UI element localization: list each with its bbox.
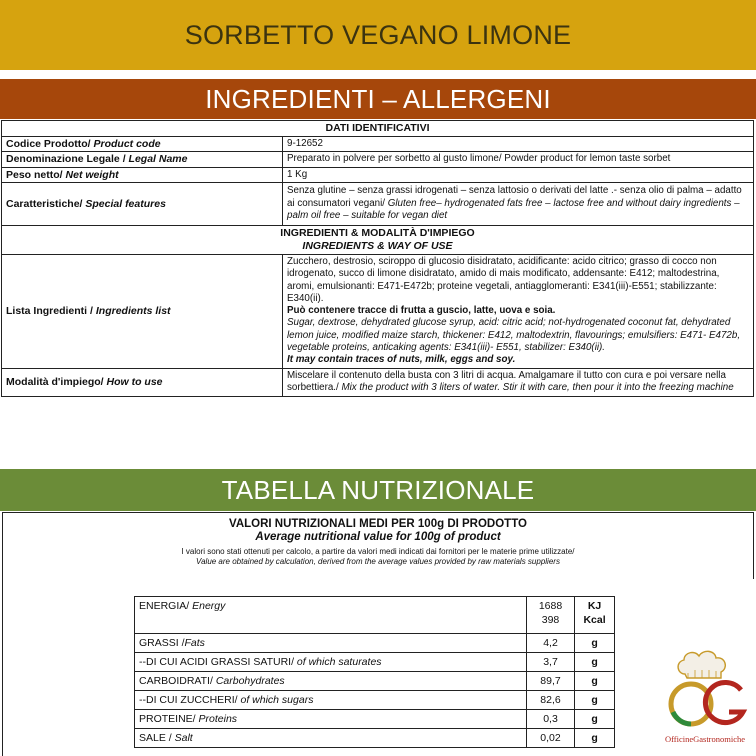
table-row — [135, 672, 615, 691]
header-ingredients-use-it: INGREDIENTI & MODALITÀ D'IMPIEGO — [280, 227, 475, 239]
table-row — [2, 167, 754, 183]
value-carbohydrates: 89,7 — [526, 672, 574, 691]
label-how-to-use: Modalità d'impiego/ How to use — [2, 368, 283, 396]
table-row — [135, 729, 615, 748]
header-identification: DATI IDENTIFICATIVI — [2, 121, 754, 137]
identification-table — [1, 120, 754, 397]
label-proteins: PROTEINE/ Proteins — [135, 710, 527, 729]
label-special-features: Caratteristiche/ Special features — [2, 183, 283, 226]
unit-carbohydrates: g — [575, 672, 615, 691]
table-row — [2, 136, 754, 152]
label-product-code: Codice Prodotto/ Product code — [2, 136, 283, 152]
label-salt: SALE / Salt — [135, 729, 527, 748]
table-row — [2, 121, 754, 137]
nutrition-title-en: Average nutritional value for 100g of product — [255, 531, 501, 543]
unit-energy: KJ Kcal — [575, 597, 615, 634]
value-ingredients-list — [283, 255, 754, 369]
unit-proteins: g — [575, 710, 615, 729]
nutrition-title-it: VALORI NUTRIZIONALI MEDI PER 100g DI PRODOTTO — [229, 518, 527, 530]
nutrition-header — [2, 512, 754, 579]
value-how-to-use: Miscelare il contenuto della busta con 3 litri di acqua. Amalgamare il tutto con cura e poi versare nella sorbettiera./ Mix the product with 3 liters of water. Stir it with care, then pour it into the freezing machine — [283, 368, 754, 396]
table-row — [2, 368, 754, 396]
allergen-warning-en: It may contain traces of nuts, milk, eggs and soy. — [287, 354, 516, 366]
table-row — [2, 255, 754, 369]
value-net-weight: 1 Kg — [283, 167, 754, 183]
value-saturates: 3,7 — [526, 653, 574, 672]
table-row — [2, 183, 754, 226]
value-product-code: 9-12652 — [283, 136, 754, 152]
table-row — [135, 710, 615, 729]
label-legal-name: Denominazione Legale / Legal Name — [2, 152, 283, 168]
header-ingredients-use-en: INGREDIENTS & WAY OF USE — [302, 240, 453, 252]
unit-fats: g — [575, 634, 615, 653]
section-ingredients-band — [0, 79, 756, 119]
ingredients-text-en: Sugar, dextrose, dehydrated glucose syrup, acid: citric acid; not-hydrogenated coconut fat, dehydrated lemon juice, modified maize starch, thickener: E412, maltodextrin, flavourings; emulsifiers: E471- E472b, vegetable proteins, anticaking agents: E341(iii)- E551, stabilizer: E340(ii). — [287, 317, 741, 354]
nutrition-frame-left — [2, 578, 3, 756]
unit-saturates: g — [575, 653, 615, 672]
officine-gastronomiche-logo — [655, 640, 755, 756]
unit-salt: g — [575, 729, 615, 748]
table-row — [135, 653, 615, 672]
nutrition-note-it: I valori sono stati ottenuti per calcolo, a partire da valori medi indicati dai fornitori per le materie prime utilizzate/ — [181, 547, 575, 556]
table-row — [135, 691, 615, 710]
value-sugars: 82,6 — [526, 691, 574, 710]
label-carbohydrates: CARBOIDRATI/ Carbohydrates — [135, 672, 527, 691]
ingredients-text-it: Zucchero, destrosio, sciroppo di glucosio disidratato, acidificante: acido citrico; grasso di cocco non idrogenato, succo di limone disidratato, amido di mais modificato, addensante: E412; maltodestrina, aromi, emulsionanti: E471-E472b; proteine vegetali, antiagglomeranti: E341(iii)-E551; stabilizzante: E340(ii). — [287, 256, 720, 304]
value-energy: 1688 398 — [526, 597, 574, 634]
chef-hat-icon — [678, 651, 725, 678]
label-sugars: --DI CUI ZUCCHERI/ of which sugars — [135, 691, 527, 710]
value-salt: 0,02 — [526, 729, 574, 748]
value-legal-name: Preparato in polvere per sorbetto al gusto limone/ Powder product for lemon taste sorbet — [283, 152, 754, 168]
logo-wordmark: OfficineGastronomiche — [664, 734, 746, 744]
nutrition-note-en: Value are obtained by calculation, derived from the average values provided by raw materials suppliers — [196, 557, 560, 566]
label-net-weight: Peso netto/ Net weight — [2, 167, 283, 183]
value-special-features: Senza glutine – senza grassi idrogenati – senza lattosio o derivati del latte .- senza olio di palma – adatto ai consumatori vegani/ Gluten free– hydrogenated fats free – lactose free and without dairy ingredients – palm oil free – suitable for vegan diet — [283, 183, 754, 226]
page-title-band — [0, 0, 756, 70]
table-row — [2, 226, 754, 255]
allergen-warning-it: Può contenere tracce di frutta a guscio, latte, uova e soia. — [287, 305, 556, 317]
value-proteins: 0,3 — [526, 710, 574, 729]
page-title: SORBETTO VEGANO LIMONE — [184, 19, 572, 50]
section-nutrition-band — [0, 469, 756, 511]
nutrition-table — [134, 596, 615, 748]
label-saturates: --DI CUI ACIDI GRASSI SATURI/ of which saturates — [135, 653, 527, 672]
label-fats: GRASSI /Fats — [135, 634, 527, 653]
unit-sugars: g — [575, 691, 615, 710]
table-row — [135, 634, 615, 653]
header-ingredients-use — [2, 226, 754, 255]
table-row — [2, 152, 754, 168]
table-row-energy — [135, 597, 615, 634]
label-ingredients-list: Lista Ingredienti / Ingredients list — [2, 255, 283, 369]
section-ingredients-title: INGREDIENTI – ALLERGENI — [205, 83, 551, 114]
label-energy: ENERGIA/ Energy — [135, 597, 527, 634]
value-fats: 4,2 — [526, 634, 574, 653]
section-nutrition-title: TABELLA NUTRIZIONALE — [221, 474, 535, 505]
